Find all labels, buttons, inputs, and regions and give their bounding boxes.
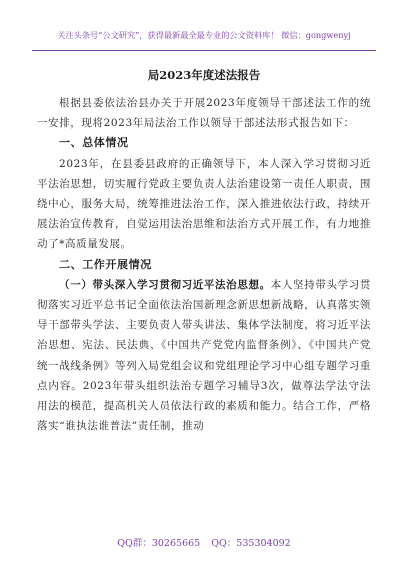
document-title: 局2023年度述法报告 [147, 68, 261, 82]
header-divider [32, 50, 376, 51]
footer-qq-group: QQ群：30265665 [117, 538, 201, 549]
item1-text: 本人坚持带头学习贯彻落实习近平总书记全面依法治国新理念新思想新战略，认真落实领导干部带头学法、主要负责人带头讲法、集体学法制度，将习近平法治思想、宪法、民法典、《中国共产党党内监督条例》、《中国共产党统一战线条例》等列入局党组会议和党组理论学习中心组专题学习重点内容。2023年带头组织法治专题学习辅导3次，做尊法学法守法用法的模范，提高机关人员依法行政的素质和能力。结合工作，严格落实“谁执法谁普法”责任制，推动 [37, 278, 371, 433]
item1-lead: （一）带头深入学习贯彻习近平法治思想。 [59, 278, 271, 291]
section2-item1-paragraph [37, 275, 371, 437]
document-body [37, 93, 371, 436]
intro-paragraph: 根据县委依法治县办关于开展2023年度领导干部述法工作的统一安排，现将2023年局法治工作以领导干部述法形式报告如下： [37, 97, 371, 130]
header-banner: 关注头条号“公文研究”，获得最新最全最专业的公文资料库！ 微信：gongwenyj [57, 30, 351, 40]
footer-contact [0, 535, 408, 549]
section1-heading: 一、总体情况 [59, 136, 129, 150]
footer-qq: QQ：535304092 [211, 538, 291, 549]
section1-paragraph: 2023年，在县委县政府的正确领导下，本人深入学习贯彻习近平法治思想，切实履行党政主要负责人法治建设第一责任人职责，围绕中心，服务大局，统筹推进法治工作，深入推进依法行政，持续开展法治宣传教育，自觉运用法治思维和法治方式开展工作，有力地推动了*高质量发展。 [37, 157, 371, 251]
section2-heading: 二、工作开展情况 [59, 257, 152, 271]
